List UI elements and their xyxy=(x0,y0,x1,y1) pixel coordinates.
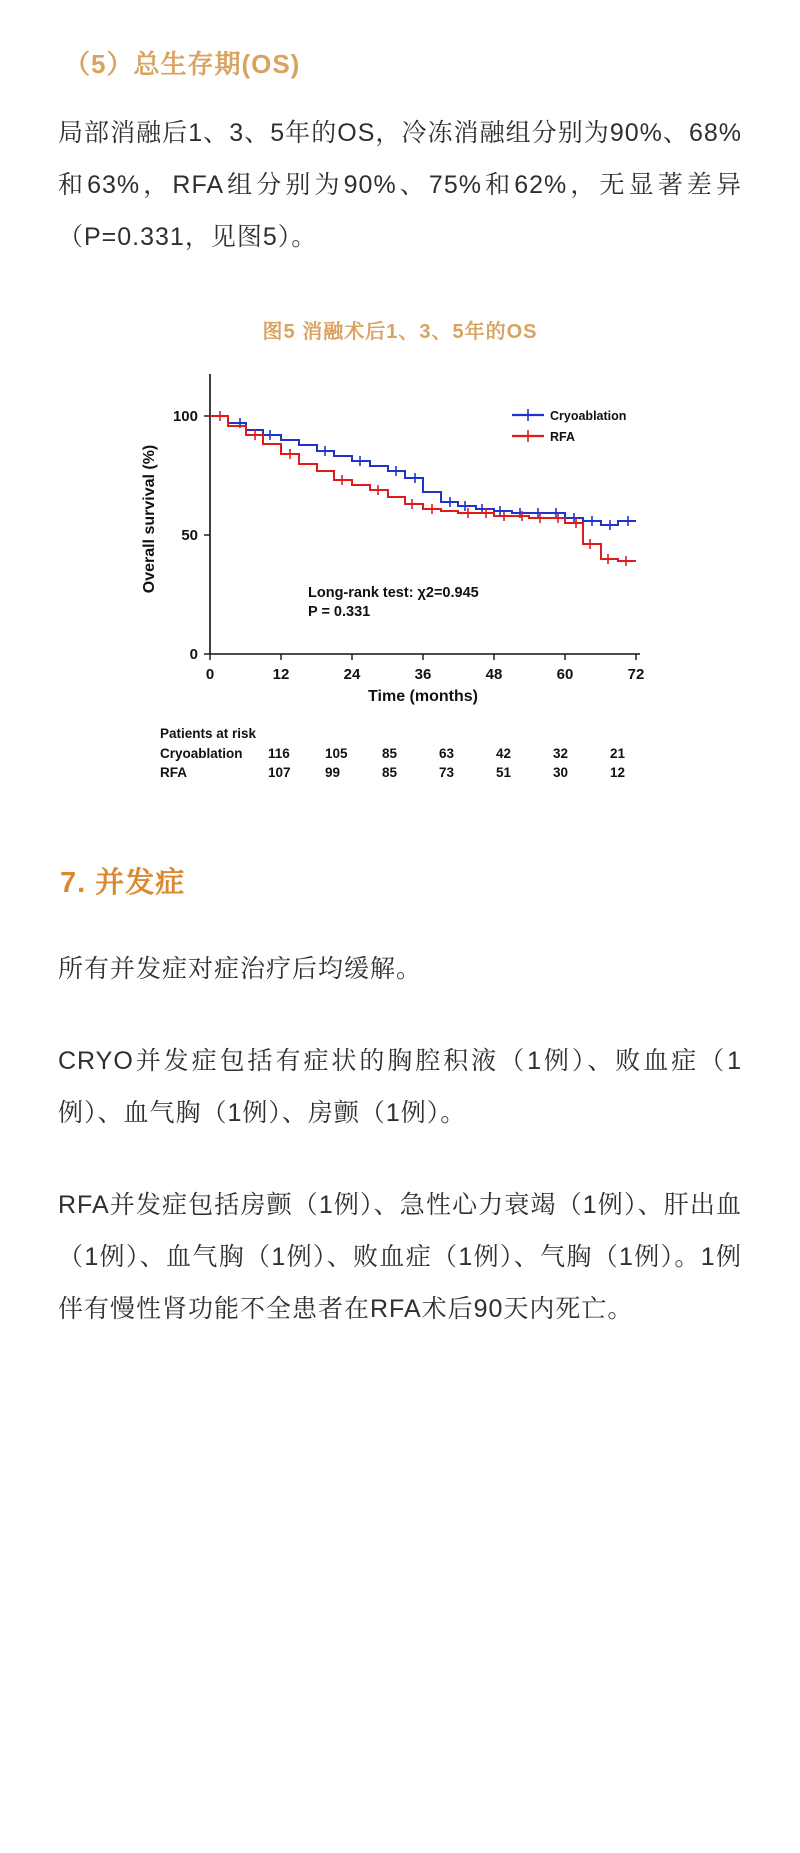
legend-label-cryoablation: Cryoablation xyxy=(550,409,627,423)
risk-cell: 107 xyxy=(268,765,291,780)
x-tick-label-60: 60 xyxy=(556,666,574,683)
x-ticks xyxy=(210,654,636,660)
paragraph-complications-2: CRYO并发症包括有症状的胸腔积液（1例）、败血症（1例）、血气胸（1例）、房颤（1例）。 xyxy=(58,1047,742,1127)
risk-cell: 21 xyxy=(610,746,626,761)
risk-cell: 105 xyxy=(325,746,348,761)
spacer xyxy=(58,1005,742,1035)
x-tick-label-36: 36 xyxy=(414,666,432,683)
legend-label-rfa: RFA xyxy=(550,430,575,444)
risk-cell: 85 xyxy=(382,746,398,761)
patients-at-risk-table xyxy=(160,724,680,782)
paragraph-complications-3: RFA并发症包括房颤（1例）、急性心力衰竭（1例）、肝出血（1例）、血气胸（1例）、败血症（1例）、气胸（1例）。1例伴有慢性肾功能不全患者在RFA术后90天内死亡。 xyxy=(58,1191,742,1323)
risk-row-label-cryoablation: Cryoablation xyxy=(160,746,243,761)
table-row xyxy=(160,744,680,763)
x-tick-label-48: 48 xyxy=(485,666,503,683)
x-axis-title: Time (months) xyxy=(368,688,478,705)
risk-cell: 51 xyxy=(496,765,512,780)
figure-caption: 图5 消融术后1、3、5年的OS xyxy=(262,321,538,343)
risk-cell: 42 xyxy=(496,746,512,761)
spacer xyxy=(58,1149,742,1179)
risk-cell: 32 xyxy=(553,746,569,761)
y-ticks xyxy=(204,416,210,654)
chart-legend xyxy=(512,409,626,444)
x-tick-label-0: 0 xyxy=(205,666,215,683)
risk-cell: 85 xyxy=(382,765,398,780)
x-tick-label-72: 72 xyxy=(627,666,645,683)
x-tick-label-24: 24 xyxy=(343,666,361,683)
y-tick-label-100: 100 xyxy=(172,408,198,425)
x-tick-label-12: 12 xyxy=(272,666,290,683)
risk-table-title: Patients at risk xyxy=(160,726,257,741)
figure-os-survival xyxy=(58,354,742,782)
risk-cell: 73 xyxy=(439,765,455,780)
paragraph-os: 局部消融后1、3、5年的OS，冷冻消融组分别为90%、68%和63%，RFA组分别为90%、75%和62%，无显著差异（P=0.331，见图5）。 xyxy=(58,119,742,251)
table-row xyxy=(160,763,680,782)
risk-cell: 99 xyxy=(325,765,341,780)
y-tick-label-50: 50 xyxy=(181,527,198,544)
risk-row-label-rfa: RFA xyxy=(160,765,187,780)
risk-cell: 63 xyxy=(439,746,455,761)
section-heading-os: （5）总生存期(OS) xyxy=(64,49,301,79)
risk-cell: 12 xyxy=(610,765,626,780)
y-tick-label-0: 0 xyxy=(189,646,198,663)
paragraph-complications-1: 所有并发症对症治疗后均缓解。 xyxy=(58,955,423,983)
y-axis-title: Overall survival (%) xyxy=(141,444,158,594)
section-heading-complications: 7. 并发症 xyxy=(60,867,186,899)
risk-cell: 116 xyxy=(268,746,290,761)
risk-cell: 30 xyxy=(553,765,569,780)
annotation-pvalue: P = 0.331 xyxy=(308,604,371,620)
kaplan-meier-chart xyxy=(120,354,680,714)
annotation-logrank: Long-rank test: χ2=0.945 xyxy=(308,585,479,601)
chart-svg xyxy=(120,354,680,714)
